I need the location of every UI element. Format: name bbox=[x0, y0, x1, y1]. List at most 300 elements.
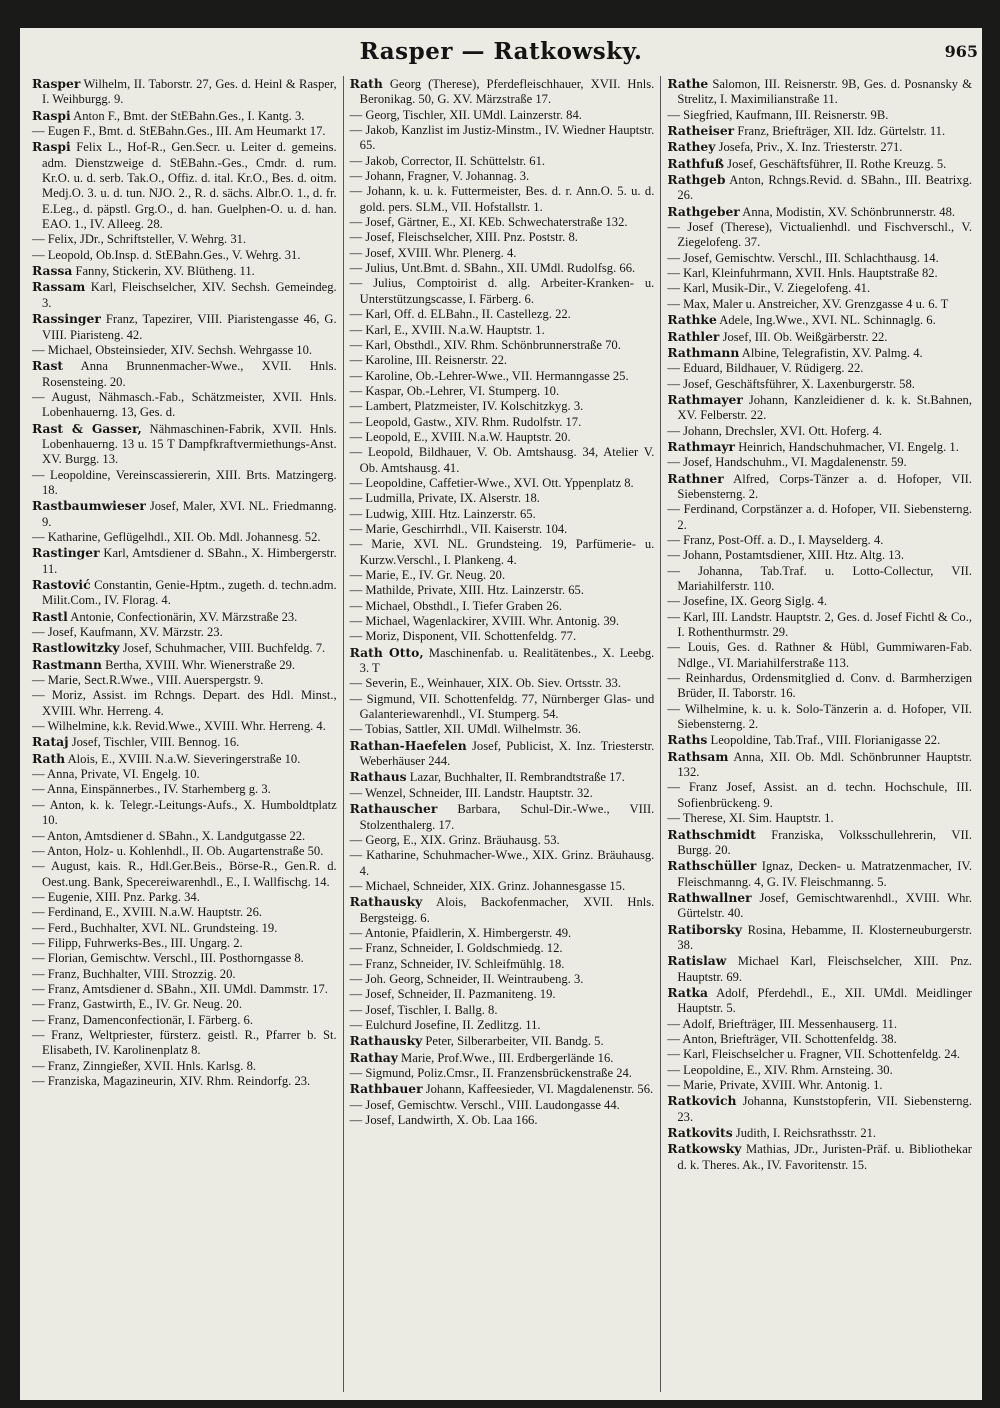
directory-entry bbox=[350, 415, 655, 430]
entry-details: — Katharine, Geflügelhdl., XII. Ob. Mdl. Johannesg. 52. bbox=[32, 529, 321, 544]
entry-details: Judith, I. Reichsrathsstr. 21. bbox=[735, 1126, 877, 1141]
directory-entry bbox=[350, 215, 655, 230]
directory-entry bbox=[667, 610, 972, 641]
entry-details: — Anton, Holz- u. Kohlenhdl., II. Ob. Augartenstraße 50. bbox=[32, 843, 324, 858]
entry-details: Bertha, XVIII. Whr. Wienerstraße 29. bbox=[105, 657, 296, 672]
entry-details: Josef, Schuhmacher, VIII. Buchfeldg. 7. bbox=[122, 641, 326, 656]
entry-details: — Josefine, IX. Georg Siglg. 4. bbox=[667, 594, 827, 609]
directory-entry bbox=[350, 599, 655, 614]
entry-details: Karl, Fleischselcher, XIV. Sechsh. Gemeindeg. 3. bbox=[42, 280, 337, 310]
entry-details: Franz, Briefträger, XII. Idz. Gürtelstr. 11. bbox=[737, 124, 946, 139]
directory-entry bbox=[350, 338, 655, 353]
directory-entry bbox=[667, 377, 972, 392]
entry-details: — Josef, Tischler, I. Ballg. 8. bbox=[349, 1002, 498, 1017]
directory-entry bbox=[32, 951, 337, 966]
entry-surname: Rastl bbox=[32, 608, 68, 624]
entry-details: — Eduard, Bildhauer, V. Rüdigerg. 22. bbox=[667, 361, 864, 376]
entry-details: — Johann, Postamtsdiener, XIII. Htz. Altg. 13. bbox=[667, 548, 904, 563]
entry-surname: Rathey bbox=[667, 139, 716, 155]
directory-entry bbox=[32, 782, 337, 797]
directory-entry bbox=[350, 957, 655, 972]
entry-details: Anna, Modistin, XV. Schönbrunnerstr. 48. bbox=[742, 204, 956, 219]
entry-details: — Severin, E., Weinhauer, XIX. Ob. Siev. Ortsstr. 33. bbox=[349, 676, 621, 691]
directory-entry bbox=[32, 751, 337, 767]
directory-entry bbox=[667, 1125, 972, 1141]
directory-entry bbox=[350, 169, 655, 184]
directory-entry bbox=[667, 297, 972, 312]
entry-surname: Ratheiser bbox=[667, 123, 735, 139]
directory-entry bbox=[667, 702, 972, 733]
entry-details: Josef, Maler, XVI. NL. Friedmanng. 9. bbox=[42, 499, 337, 529]
directory-entry bbox=[350, 154, 655, 169]
entry-details: — Josef, Landwirth, X. Ob. Laa 166. bbox=[349, 1113, 538, 1128]
entry-details: — Felix, JDr., Schriftsteller, V. Wehrg. 31. bbox=[32, 232, 247, 247]
directory-entry bbox=[667, 533, 972, 548]
entry-details: Josef, III. Ob. Weißgärberstr. 22. bbox=[722, 329, 888, 344]
entry-details: — Franz, Schneider, I. Goldschmiedg. 12. bbox=[349, 941, 563, 956]
entry-surname: Rathgeb bbox=[667, 172, 726, 188]
entry-details: — Johanna, Tab.Traf. u. Lotto-Collectur, VII. Mariahilferstr. 110. bbox=[667, 563, 973, 593]
entry-surname: Rathwallner bbox=[667, 889, 752, 905]
directory-entry bbox=[667, 890, 972, 922]
entry-surname: Rathausky bbox=[349, 1033, 423, 1049]
directory-entry bbox=[32, 609, 337, 625]
entry-details: Alois, E., XVIII. N.a.W. Sieveringerstraße 10. bbox=[67, 751, 301, 766]
entry-surname: Rastbaumwieser bbox=[32, 498, 146, 514]
entry-details: Josef, Gemischtwarenhdl., XVIII. Whr. Gürtelstr. 40. bbox=[677, 890, 973, 921]
entry-surname: Rathschmidt bbox=[667, 826, 756, 842]
entry-surname: Rathausky bbox=[349, 894, 423, 910]
directory-entry bbox=[32, 498, 337, 530]
entry-details: Leopoldine, Tab.Traf., VIII. Florianigasse 22. bbox=[710, 733, 941, 748]
entry-details: Mathias, JDr., Juristen-Präf. u. Bibliothekar d. k. Theres. Ak., IV. Favoritenstr. 15. bbox=[677, 1142, 973, 1172]
directory-entry bbox=[350, 369, 655, 384]
directory-entry bbox=[667, 392, 972, 424]
entry-details: — Franz, Zinngießer, XVII. Hnls. Karlsg. 8. bbox=[32, 1058, 257, 1073]
entry-details: Ignaz, Decken- u. Matratzenmacher, IV. Fleischmanng. 4, G. IV. Fleischmanng. 5. bbox=[677, 859, 973, 889]
entry-details: Anna, XII. Ob. Mdl. Schönbrunner Hauptstr. 132. bbox=[677, 749, 972, 780]
directory-entry bbox=[350, 1081, 655, 1097]
entry-details: — Franz, Schneider, IV. Schleifmühlg. 18. bbox=[349, 956, 565, 971]
entry-details: Marie, Prof.Wwe., III. Erdbergerlände 16. bbox=[401, 1050, 614, 1065]
entry-surname: Rathke bbox=[667, 312, 717, 328]
entry-details: — Karl, III. Landstr. Hauptstr. 2, Ges. d. Josef Fichtl & Co., I. Rothenthurmstr. 29. bbox=[667, 609, 973, 640]
entry-details: — Eulchurd Josefine, II. Zedlitzg. 11. bbox=[349, 1017, 541, 1032]
entry-details: — Marie, Private, XVIII. Whr. Antonig. 1. bbox=[667, 1078, 883, 1092]
entry-surname: Rastlowitzky bbox=[32, 640, 120, 656]
entry-details: — Georg, E., XIX. Grinz. Bräuhausg. 53. bbox=[349, 832, 560, 847]
directory-entry bbox=[667, 361, 972, 376]
directory-entry bbox=[350, 230, 655, 245]
directory-entry bbox=[350, 645, 655, 677]
directory-entry bbox=[350, 987, 655, 1002]
entry-surname: Rathay bbox=[349, 1049, 398, 1065]
directory-entry bbox=[32, 905, 337, 920]
directory-entry bbox=[350, 123, 655, 154]
directory-entry bbox=[32, 1074, 337, 1089]
directory-entry bbox=[667, 502, 972, 533]
entry-details: — Ferdinand, Corpstänzer a. d. Hofoper, VII. Siebensterng. 2. bbox=[667, 502, 973, 532]
entry-details: — Johann, Fragner, V. Johannag. 3. bbox=[349, 169, 530, 184]
entry-details: Josefa, Priv., X. Inz. Triesterstr. 271. bbox=[718, 140, 903, 155]
directory-entry bbox=[350, 384, 655, 399]
directory-entry bbox=[350, 1018, 655, 1033]
entry-details: — Sigmund, Poliz.Cmsr., II. Franzensbrückenstraße 24. bbox=[349, 1066, 632, 1080]
entry-details: Barbara, Schul-Dir.-Wwe., VIII. Stolzenthalerg. 17. bbox=[359, 802, 655, 832]
directory-page bbox=[20, 28, 982, 1400]
directory-entry bbox=[667, 953, 972, 985]
directory-entry bbox=[667, 312, 972, 328]
entry-details: — Adolf, Briefträger, III. Messenhauserg. 11. bbox=[667, 1016, 897, 1031]
entry-details: — Anton, k. k. Telegr.-Leitungs-Aufs., X. Humboldtplatz 10. bbox=[32, 797, 337, 828]
entry-details: Johann, Kanzleidiener d. k. k. St.Bahnen, XV. Felberstr. 22. bbox=[677, 392, 972, 423]
entry-details: — Karl, Fleischselcher u. Fragner, VII. Schottenfeldg. 24. bbox=[667, 1047, 961, 1062]
directory-entry bbox=[350, 507, 655, 522]
entry-details: — Moriz, Disponent, VII. Schottenfeldg. 77. bbox=[349, 629, 577, 644]
entry-surname: Rast bbox=[32, 358, 64, 374]
directory-entry bbox=[350, 583, 655, 598]
directory-entry bbox=[32, 545, 337, 577]
entry-surname: Rath bbox=[32, 750, 66, 766]
entry-details: — Wenzel, Schneider, III. Landstr. Hauptstr. 32. bbox=[349, 785, 593, 800]
entry-details: Josef, Geschäftsführer, II. Rothe Kreuzg. 5. bbox=[727, 156, 947, 171]
entry-details: — Georg, Tischler, XII. UMdl. Lainzerstr. 84. bbox=[349, 107, 582, 122]
entry-details: — Filipp, Fuhrwerks-Bes., III. Ungarg. 2. bbox=[32, 935, 243, 950]
directory-entry bbox=[32, 859, 337, 890]
directory-entry bbox=[32, 76, 337, 108]
entry-surname: Raths bbox=[667, 732, 708, 748]
entry-details: — Reinhardus, Ordensmitglied d. Conv. d. Barmherzigen Brüder, II. Taborstr. 16. bbox=[667, 671, 973, 701]
directory-entry bbox=[32, 108, 337, 124]
directory-entry bbox=[32, 829, 337, 844]
entry-surname: Rataj bbox=[32, 734, 69, 750]
directory-entry bbox=[667, 424, 972, 439]
entry-details: — Michael, Obsteinsieder, XIV. Sechsh. Wehrgasse 10. bbox=[32, 342, 313, 357]
directory-entry bbox=[350, 833, 655, 848]
directory-entry bbox=[667, 108, 972, 123]
page-header bbox=[20, 38, 982, 74]
entry-surname: Rathler bbox=[667, 328, 720, 344]
entry-details: Antonie, Confectionärin, XV. Märzstraße 23. bbox=[70, 609, 298, 624]
entry-surname: Rasper bbox=[32, 76, 81, 91]
entry-surname: Rast & Gasser, bbox=[32, 420, 142, 436]
entry-details: — Josef, Handschuhm., VI. Magdalenenstr. 59. bbox=[667, 455, 907, 470]
directory-entry bbox=[667, 266, 972, 281]
entry-surname: Rathfuß bbox=[667, 155, 725, 171]
entry-details: — Karl, E., XVIII. N.a.W. Hauptstr. 1. bbox=[349, 322, 545, 337]
directory-entry bbox=[667, 1078, 972, 1093]
directory-entry bbox=[32, 673, 337, 688]
directory-entry bbox=[32, 734, 337, 750]
directory-entry bbox=[32, 1013, 337, 1028]
entry-details: — Johann, k. u. k. Futtermeister, Bes. d. r. Ann.O. 5. u. d. gold. pers. SLM., VII. Hofstallstr. 1. bbox=[349, 184, 655, 214]
entry-details: Peter, Silberarbeiter, VII. Bandg. 5. bbox=[425, 1034, 604, 1049]
directory-entry bbox=[350, 926, 655, 941]
directory-entry bbox=[32, 890, 337, 905]
entry-details: — Anton, Briefträger, VII. Schottenfeldg. 38. bbox=[667, 1031, 897, 1046]
entry-details: — Ferd., Buchhalter, XVI. NL. Grundsteing. 19. bbox=[32, 920, 278, 935]
directory-entry bbox=[32, 421, 337, 468]
entry-surname: Rath bbox=[349, 76, 383, 91]
directory-entry bbox=[667, 811, 972, 826]
directory-entry bbox=[667, 594, 972, 609]
entry-surname: Ratislaw bbox=[667, 953, 727, 969]
directory-entry bbox=[350, 848, 655, 879]
entry-details: — Louis, Ges. d. Rathner & Hübl, Gummiwaren-Fab. Ndlge., VI. Mariahilferstraße 113. bbox=[667, 640, 973, 670]
directory-entry bbox=[32, 124, 337, 139]
directory-entry bbox=[32, 358, 337, 390]
entry-details: — Ludmilla, Private, IX. Alserstr. 18. bbox=[349, 491, 540, 506]
directory-entry bbox=[350, 476, 655, 491]
directory-entry bbox=[32, 468, 337, 499]
entry-details: — Karoline, Ob.-Lehrer-Wwe., VII. Hermanngasse 25. bbox=[349, 368, 629, 383]
directory-entry bbox=[32, 248, 337, 263]
entry-details: — Josef (Therese), Victualienhdl. und Fischverschl., V. Ziegelofeng. 37. bbox=[667, 220, 973, 250]
entry-surname: Rathan-Haefelen bbox=[349, 737, 467, 753]
entry-details: Franziska, Volksschullehrerin, VII. Burgg. 20. bbox=[677, 827, 973, 857]
entry-details: — Josef, XVIII. Whr. Plenerg. 4. bbox=[349, 245, 517, 260]
entry-surname: Rathaus bbox=[349, 769, 407, 785]
entry-details: — Karl, Obsthdl., XIV. Rhm. Schönbrunnerstraße 70. bbox=[349, 337, 621, 352]
entry-details: Felix L., Hof-R., Gen.Secr. u. Leiter d. gemeins. adm. Dienstzweige d. StEBahn.-Ges., Cmdr. d. rum. Kr.O. u. d. serb. Tak.O., Offiz. d. ital. Kr.O., Bes. d. oitm. Medj.O. 3. u. d. tun. NJO. 2., R. d. sächs. Albr.O. 1., d. fr. E.Leg., d. päpstl. Grg.O., d. han. Guelphen-O. u. d. han. EAO. 1., IV. Alleeg. 28. bbox=[42, 140, 337, 232]
entry-surname: Rathgeber bbox=[667, 203, 740, 219]
directory-entry bbox=[32, 967, 337, 982]
entry-details: — Leopold, Gastw., XIV. Rhm. Rudolfstr. 17. bbox=[349, 414, 582, 429]
directory-entry bbox=[350, 76, 655, 108]
directory-entry bbox=[32, 719, 337, 734]
entry-details: — Marie, XVI. NL. Grundsteing. 19, Parfümerie- u. Kurzw.Verschl., I. Plankeng. 4. bbox=[349, 537, 655, 567]
entry-details: Lazar, Buchhalter, II. Rembrandtstraße 17. bbox=[409, 770, 625, 785]
entry-columns bbox=[26, 76, 978, 1392]
directory-entry bbox=[350, 1098, 655, 1113]
entry-details: — Marie, Sect.R.Wwe., VIII. Auerspergstr. 9. bbox=[32, 673, 264, 688]
directory-entry bbox=[667, 640, 972, 671]
entry-details: — Josef, Fleischselcher, XIII. Pnz. Poststr. 8. bbox=[349, 230, 578, 245]
directory-entry bbox=[350, 491, 655, 506]
entry-details: Johanna, Kunststopferin, VII. Siebensterng. 23. bbox=[677, 1094, 972, 1124]
directory-entry bbox=[667, 439, 972, 455]
entry-details: — Josef, Gemischtw. Verschl., VIII. Laudongasse 44. bbox=[349, 1097, 620, 1112]
directory-entry bbox=[350, 614, 655, 629]
directory-entry bbox=[350, 629, 655, 644]
entry-details: — Leopoldine, Vereinscassiererin, XIII. Brts. Matzingerg. 18. bbox=[32, 467, 337, 497]
entry-details: — Ludwig, XIII. Htz. Lainzerstr. 65. bbox=[349, 506, 536, 521]
entry-surname: Rathsam bbox=[667, 748, 729, 764]
entry-surname: Ratkovich bbox=[667, 1093, 737, 1109]
directory-entry bbox=[350, 722, 655, 737]
entry-details: — Julius, Comptoirist d. allg. Arbeiter-Kranken- u. Unterstützungscasse, I. Färberg. 6. bbox=[349, 276, 655, 306]
directory-entry bbox=[667, 1063, 972, 1078]
entry-details: — Franz, Amtsdiener d. SBahn., XII. UMdl. Dammstr. 17. bbox=[32, 981, 328, 996]
directory-entry bbox=[350, 522, 655, 537]
entry-details: — Anna, Private, VI. Engelg. 10. bbox=[32, 767, 200, 782]
entry-details: Heinrich, Handschuhmacher, VI. Engelg. 1. bbox=[738, 439, 959, 454]
entry-details: — Sigmund, VII. Schottenfeldg. 77, Nürnberger Glas- und Galanteriewarenhdl., VI. Stumperg. 54. bbox=[349, 691, 655, 722]
entry-surname: Ratkowsky bbox=[667, 1141, 742, 1157]
directory-entry bbox=[667, 564, 972, 595]
directory-entry bbox=[667, 123, 972, 139]
entry-details: — Siegfried, Kaufmann, III. Reisnerstr. 9B. bbox=[667, 107, 889, 122]
directory-entry bbox=[350, 1113, 655, 1128]
entry-details: — Leopoldine, E., XIV. Rhm. Arnsteing. 30. bbox=[667, 1062, 893, 1077]
directory-entry bbox=[32, 343, 337, 358]
directory-entry bbox=[350, 261, 655, 276]
entry-details: — Franz, Damenconfectionär, I. Färberg. 6. bbox=[32, 1012, 253, 1027]
directory-entry bbox=[350, 108, 655, 123]
entry-details: Nähmaschinen-Fabrik, XVII. Hnls. Lobenhauerng. 13 u. 15 T Dampfkraftvermiethungs-Anst. XV. Burgg. 13. bbox=[42, 421, 337, 467]
entry-surname: Rastmann bbox=[32, 656, 102, 672]
entry-details: — Eugenie, XIII. Pnz. Parkg. 34. bbox=[32, 889, 200, 904]
entry-details: Albine, Telegrafistin, XV. Palmg. 4. bbox=[741, 345, 923, 360]
entry-surname: Ratiborsky bbox=[667, 921, 743, 937]
directory-entry bbox=[350, 1033, 655, 1049]
directory-entry bbox=[667, 281, 972, 296]
directory-entry bbox=[32, 232, 337, 247]
entry-details: — Max, Maler u. Anstreicher, XV. Grenzgasse 4 u. 6. T bbox=[667, 296, 949, 311]
entry-surname: Rathmayr bbox=[667, 438, 736, 454]
entry-details: — Ferdinand, E., XVIII. N.a.W. Hauptstr. 26. bbox=[32, 905, 263, 920]
directory-entry bbox=[667, 922, 972, 954]
directory-entry bbox=[667, 156, 972, 172]
directory-entry bbox=[350, 276, 655, 307]
entry-details: — Johann, Drechsler, XVI. Ott. Hoferg. 4. bbox=[667, 423, 883, 438]
entry-surname: Rathbauer bbox=[349, 1081, 423, 1097]
entry-details: Georg (Therese), Pferdefleischhauer, XVII. Hnls. Beronikag. 50, G. XV. Märzstraße 17. bbox=[359, 77, 655, 107]
entry-surname: Rastinger bbox=[32, 545, 100, 561]
entry-details: — Leopoldine, Caffetier-Wwe., XVI. Ott. Yppenplatz 8. bbox=[349, 475, 634, 490]
directory-entry bbox=[667, 471, 972, 503]
entry-details: — Franz, Gastwirth, E., IV. Gr. Neug. 20. bbox=[32, 997, 242, 1012]
entry-surname: Rathmann bbox=[667, 344, 740, 360]
entry-surname: Ratkovits bbox=[667, 1125, 733, 1141]
entry-details: Constantin, Genie-Hptm., zugeth. d. techn.adm. Milit.Com., IV. Florag. 4. bbox=[42, 578, 337, 608]
directory-entry bbox=[667, 329, 972, 345]
page-number: 965 bbox=[944, 42, 978, 61]
entry-details: — Josef, Gemischtw. Verschl., III. Schlachthausg. 14. bbox=[667, 250, 939, 265]
entry-details: — Josef, Gärtner, E., XI. KEb. Schwechaterstraße 132. bbox=[349, 215, 628, 230]
entry-details: — August, Nähmasch.-Fab., Schätzmeister, XVII. Hnls. Lobenhauerng. 13, Ges. d. bbox=[32, 389, 337, 420]
directory-entry bbox=[350, 1066, 655, 1081]
directory-entry bbox=[667, 345, 972, 361]
entry-details: — Michael, Schneider, XIX. Grinz. Johannesgasse 15. bbox=[349, 878, 626, 893]
entry-details: — Leopold, Ob.Insp. d. StEBahn.Ges., V. Wehrg. 31. bbox=[32, 247, 301, 262]
entry-details: — Kaspar, Ob.-Lehrer, VI. Stumperg. 10. bbox=[349, 383, 560, 398]
directory-entry bbox=[32, 279, 337, 311]
directory-entry bbox=[32, 530, 337, 545]
entry-details: — Franz Josef, Assist. an d. techn. Hochschule, III. Sofienbrückeng. 9. bbox=[667, 780, 973, 810]
column-3 bbox=[660, 76, 978, 1392]
entry-details: — Florian, Gemischtw. Verschl., III. Posthorngasse 8. bbox=[32, 951, 304, 966]
directory-entry bbox=[667, 76, 972, 108]
entry-details: Johann, Kaffeesieder, VI. Magdalenenstr. 56. bbox=[425, 1082, 654, 1097]
entry-details: — Antonie, Pfaidlerin, X. Himbergerstr. 49. bbox=[349, 925, 572, 940]
entry-details: Karl, Amtsdiener d. SBahn., X. Himbergerstr. 11. bbox=[42, 546, 337, 576]
directory-entry bbox=[350, 1003, 655, 1018]
entry-surname: Rathschüller bbox=[667, 858, 757, 874]
entry-details: Anton F., Bmt. der StEBahn.Ges., I. Kantg. 3. bbox=[73, 108, 305, 123]
entry-details: — Jakob, Kanzlist im Justiz-Minstm., IV. Wiedner Hauptstr. 65. bbox=[349, 123, 655, 153]
entry-details: — Franz, Buchhalter, VIII. Strozzig. 20. bbox=[32, 966, 236, 981]
directory-entry bbox=[667, 827, 972, 859]
directory-entry bbox=[32, 798, 337, 829]
directory-entry bbox=[32, 936, 337, 951]
directory-entry bbox=[667, 858, 972, 890]
directory-entry bbox=[667, 1093, 972, 1125]
column-1 bbox=[26, 76, 343, 1392]
entry-surname: Rathmayer bbox=[667, 391, 743, 407]
entry-surname: Raspi bbox=[32, 139, 71, 155]
directory-entry bbox=[350, 786, 655, 801]
entry-details: — Franziska, Magazineurin, XIV. Rhm. Reindorfg. 23. bbox=[32, 1074, 311, 1088]
entry-surname: Rassam bbox=[32, 279, 86, 295]
entry-details: — Anton, Amtsdiener d. SBahn., X. Landgutgasse 22. bbox=[32, 828, 306, 843]
entry-details: — Marie, Geschirrhdl., VII. Kaiserstr. 104. bbox=[349, 521, 568, 536]
directory-entry bbox=[667, 749, 972, 781]
directory-entry bbox=[667, 455, 972, 470]
entry-details: — Josef, Schneider, II. Pazmaniteng. 19. bbox=[349, 987, 556, 1002]
entry-details: — Franz, Post-Off. a. D., I. Mayselderg. 4. bbox=[667, 532, 884, 547]
entry-details: — Eugen F., Bmt. d. StEBahn.Ges., III. Am Heumarkt 17. bbox=[32, 124, 326, 139]
directory-entry bbox=[667, 139, 972, 155]
entry-details: Alois, Backofenmacher, XVII. Hnls. Bergsteigg. 6. bbox=[359, 895, 655, 925]
entry-surname: Rathner bbox=[667, 470, 724, 486]
entry-surname: Rathauscher bbox=[349, 801, 438, 817]
entry-surname: Rassa bbox=[32, 263, 73, 279]
directory-entry bbox=[350, 894, 655, 926]
entry-details: Maschinenfab. u. Realitätenbes., X. Leebg. 3. T bbox=[359, 645, 655, 676]
entry-details: — Michael, Obsthdl., I. Tiefer Graben 26. bbox=[349, 598, 562, 613]
entry-details: — Michael, Wagenlackirer, XVIII. Whr. Antonig. 39. bbox=[349, 614, 620, 629]
directory-entry bbox=[32, 1028, 337, 1059]
directory-entry bbox=[350, 879, 655, 894]
entry-details: — Franz, Weltpriester, fürsterz. geistl. R., Pfarrer b. St. Elisabeth, IV. Karolinenplatz 8. bbox=[32, 1027, 337, 1058]
entry-details: — Karl, Kleinfuhrmann, XVII. Hnls. Hauptstraße 82. bbox=[667, 266, 938, 281]
entry-details: Josef, Publicist, X. Inz. Triesterstr. Weberhäuser 244. bbox=[359, 738, 655, 769]
directory-entry bbox=[667, 1017, 972, 1032]
directory-entry bbox=[350, 801, 655, 833]
directory-entry bbox=[350, 430, 655, 445]
directory-entry bbox=[350, 941, 655, 956]
directory-entry bbox=[350, 738, 655, 770]
entry-details: — Joh. Georg, Schneider, II. Weintraubeng. 3. bbox=[349, 971, 584, 986]
entry-surname: Rastović bbox=[32, 577, 91, 592]
entry-details: — Karl, Off. d. ELBahn., II. Castellezg. 22. bbox=[349, 307, 571, 322]
entry-details: Anton, Rchngs.Revid. d. SBahn., III. Beatrixg. 26. bbox=[677, 173, 973, 203]
directory-entry bbox=[667, 1032, 972, 1047]
directory-entry bbox=[32, 982, 337, 997]
directory-entry bbox=[32, 577, 337, 609]
directory-entry bbox=[32, 688, 337, 719]
entry-surname: Rath Otto, bbox=[349, 644, 424, 660]
directory-entry bbox=[350, 972, 655, 987]
entry-details: — Tobias, Sattler, XII. UMdl. Wilhelmstr. 36. bbox=[349, 722, 581, 737]
entry-details: Rosina, Hebamme, II. Klosterneuburgerstr. 38. bbox=[677, 922, 972, 952]
directory-entry bbox=[350, 1050, 655, 1066]
entry-details: — Leopold, E., XVIII. N.a.W. Hauptstr. 20. bbox=[349, 429, 571, 444]
directory-entry bbox=[32, 844, 337, 859]
entry-details: — Katharine, Schuhmacher-Wwe., XIX. Grinz. Bräuhausg. 4. bbox=[349, 848, 655, 878]
directory-entry bbox=[667, 780, 972, 811]
directory-entry bbox=[350, 399, 655, 414]
directory-entry bbox=[32, 625, 337, 640]
entry-details: Fanny, Stickerin, XV. Blütheng. 11. bbox=[75, 264, 255, 279]
directory-entry bbox=[350, 692, 655, 723]
directory-entry bbox=[667, 985, 972, 1017]
directory-entry bbox=[32, 640, 337, 656]
directory-entry bbox=[32, 311, 337, 343]
directory-entry bbox=[667, 204, 972, 220]
directory-entry bbox=[32, 767, 337, 782]
